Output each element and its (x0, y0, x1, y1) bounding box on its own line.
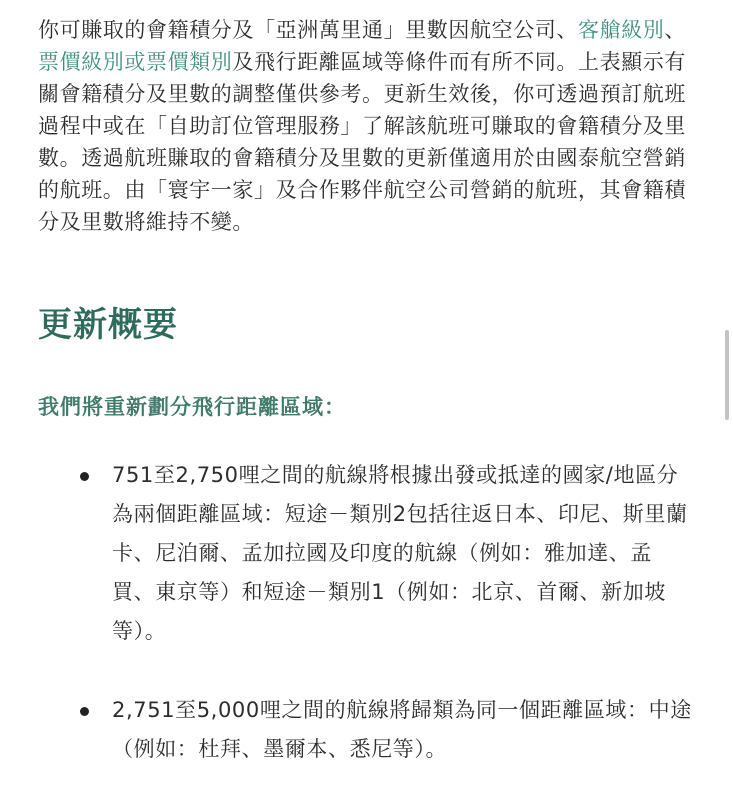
section-title: 更新概要 (38, 305, 178, 345)
update-summary-list (0, 456, 733, 769)
list-item (0, 456, 733, 651)
bullet-dot-icon (80, 707, 89, 716)
bullet-dot-icon (80, 472, 89, 481)
section-subheading: 我們將重新劃分飛行距離區域： (38, 395, 346, 419)
intro-separator: 、 (664, 18, 687, 42)
cabin-class-link[interactable]: 客艙級別 (578, 18, 665, 42)
intro-text-2: 及飛行距離區域等條件而有所不同。上表顯示有關會籍積分及里數的調整僅供參考。更新生效後，你可透過預訂航班過程中或在「自助訂位管理服務」了解該航班可賺取的會籍積分及里數。透過航班賺取的會籍積分及里數的更新僅適用於由國泰航空營銷的航班。由「寰宇一家」及合作夥伴航空公司營銷的航班，其會籍積分及里數將維持不變。 (38, 50, 687, 234)
scrollbar[interactable] (725, 330, 729, 420)
list-item-text: 751至2,750哩之間的航線將根據出發或抵達的國家/地區分為兩個距離區域：短途－類別2包括往返日本、印尼、斯里蘭卡、尼泊爾、孟加拉國及印度的航線（例如：雅加達、孟買、東京等）和短途－類別1（例如：北京、首爾、新加坡等）。 (112, 463, 688, 643)
fare-class-link[interactable]: 票價級別或票價類別 (38, 50, 233, 74)
list-item (0, 691, 733, 769)
intro-paragraph (38, 14, 698, 238)
intro-text-1: 你可賺取的會籍積分及「亞洲萬里通」里數因航空公司、 (38, 18, 578, 42)
list-item-text: 2,751至5,000哩之間的航線將歸類為同一個距離區域：中途（例如：杜拜、墨爾本、悉尼等）。 (112, 698, 692, 761)
